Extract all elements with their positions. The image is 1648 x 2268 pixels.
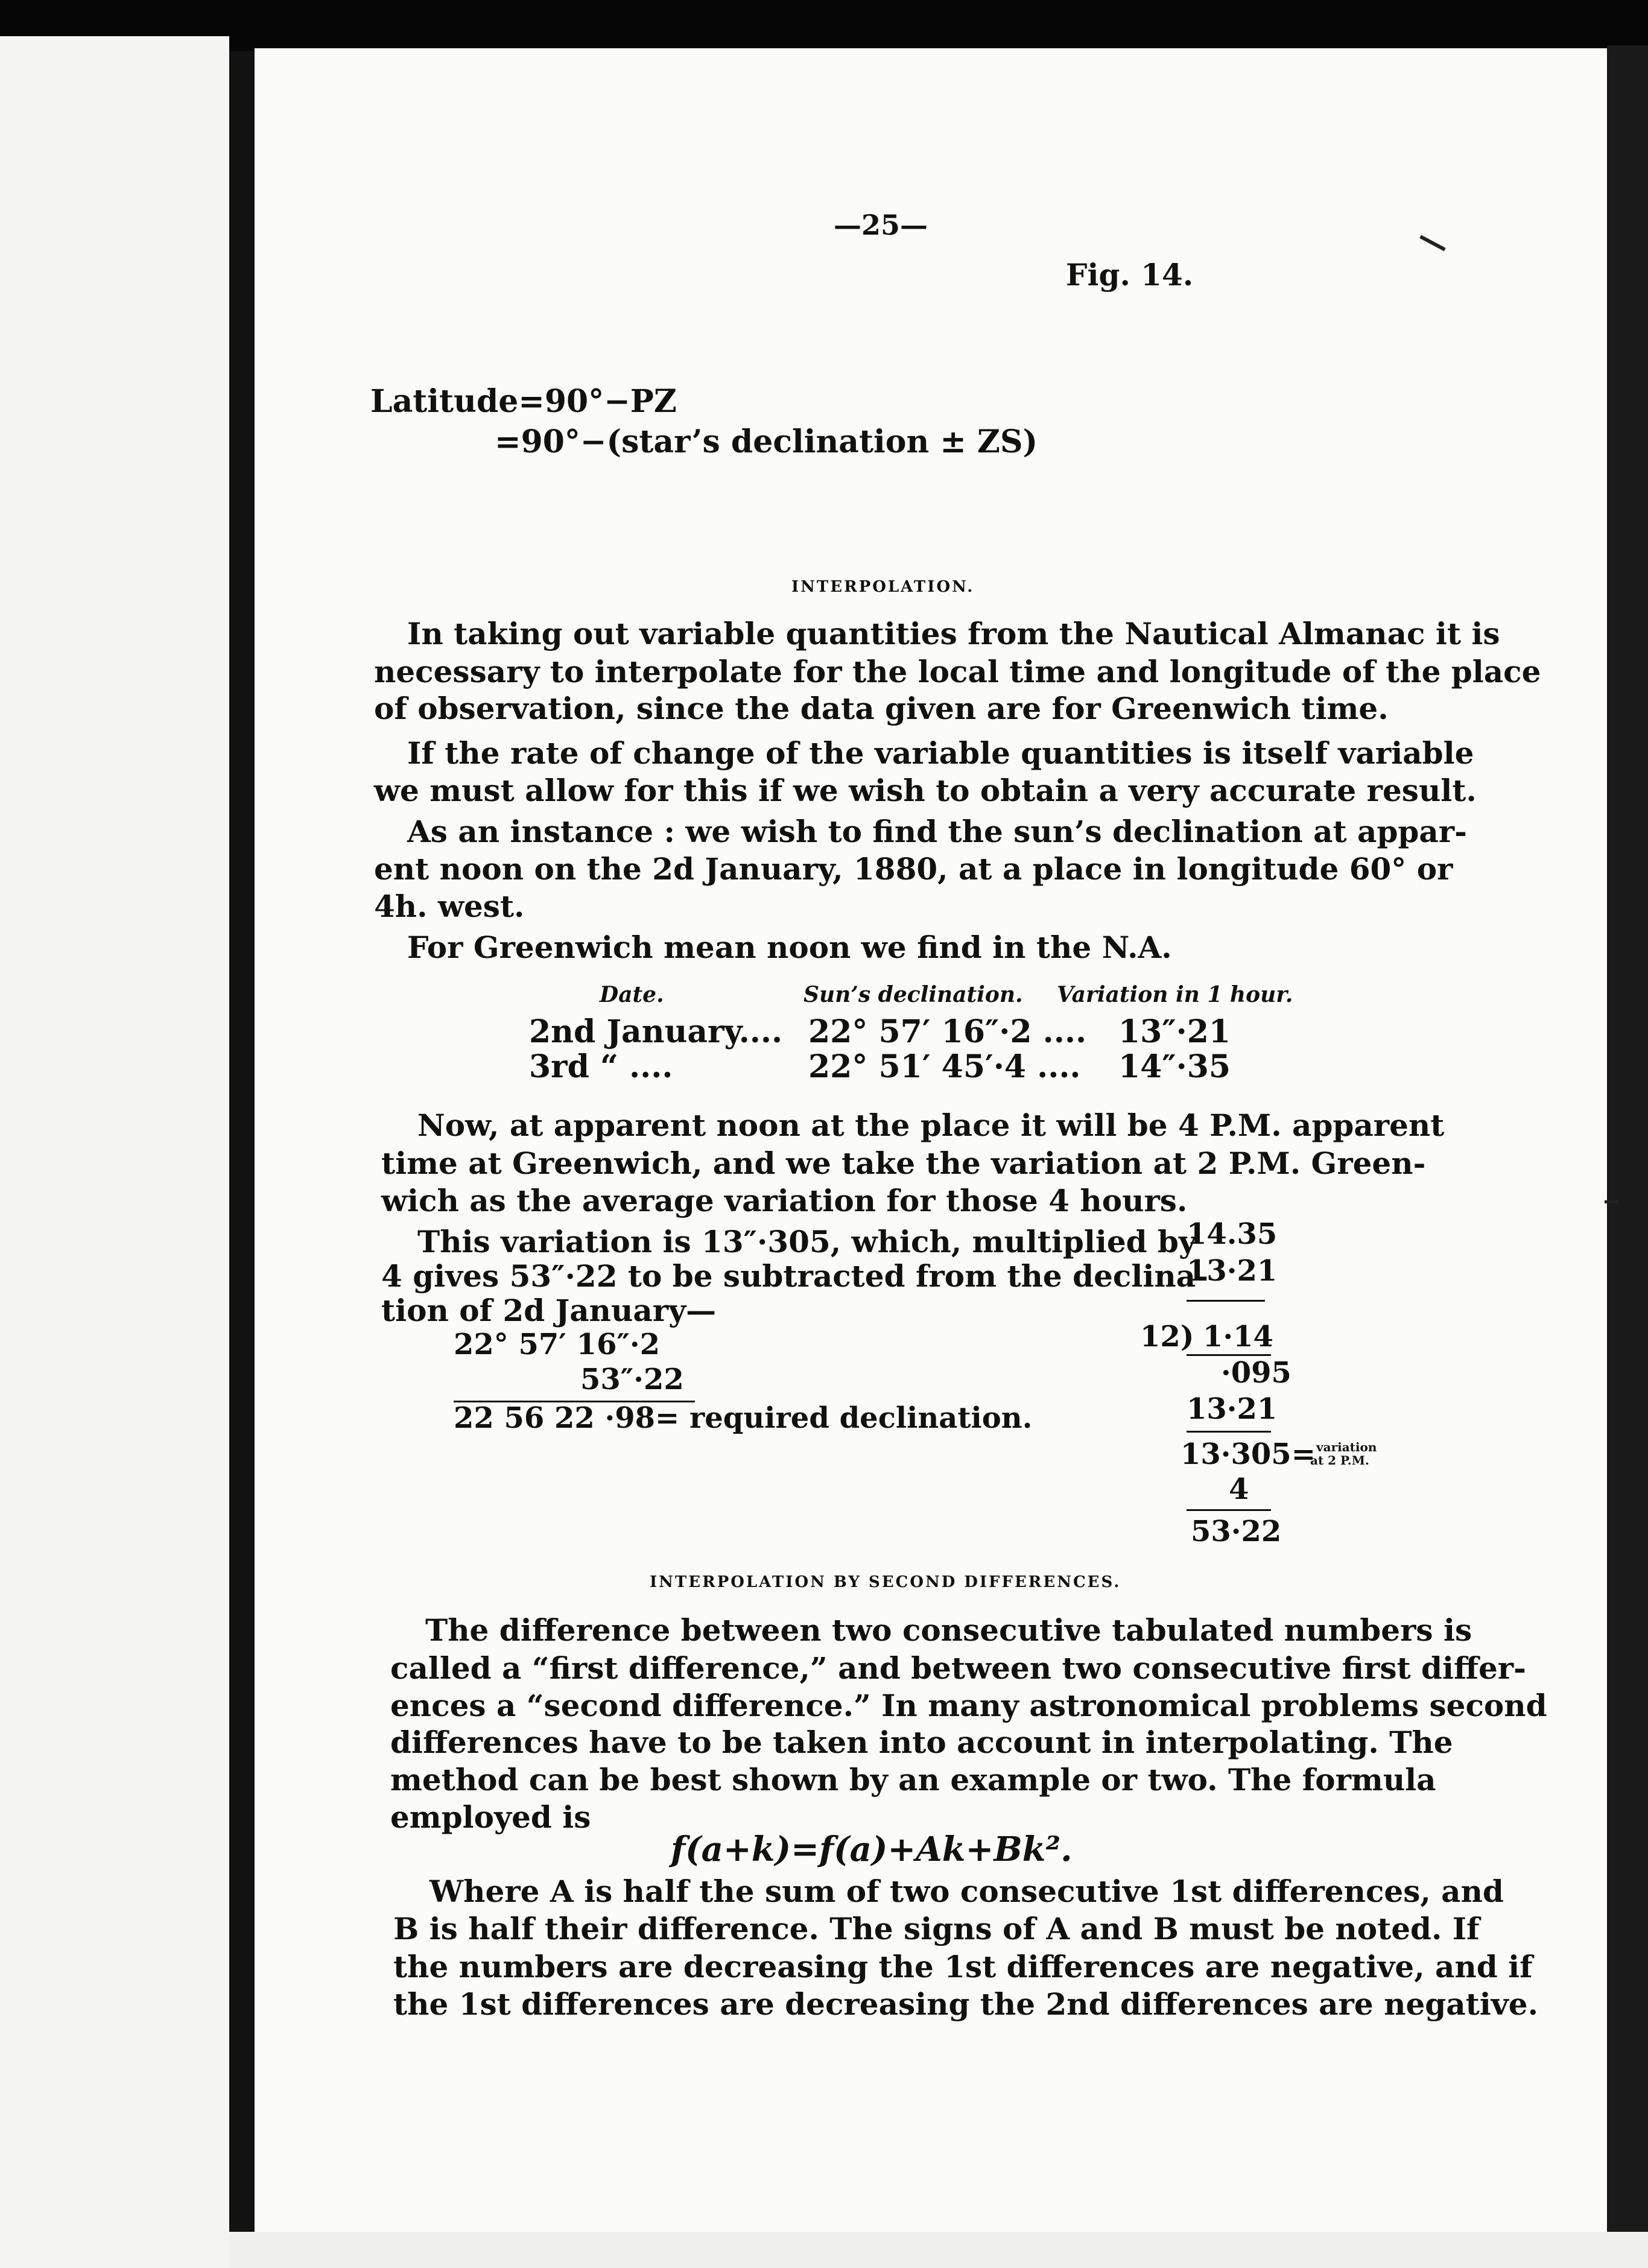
figure-label: Fig. 14. — [1066, 257, 1194, 293]
calc-right-rule-1 — [1187, 1300, 1265, 1302]
table-row-1-declination: 22° 57′ 16″·2 .... — [808, 1013, 1087, 1050]
paragraph-2-line-1: If the rate of change of the variable quantities is itself variable — [407, 735, 1474, 771]
book-gutter — [229, 51, 255, 2235]
scan-border-bottom — [229, 2232, 1648, 2268]
scan-artifact-mark — [1419, 235, 1445, 252]
paragraph-7-line-3: ences a “second difference.” In many astronomical problems second — [390, 1688, 1547, 1723]
paragraph-8-line-3: the numbers are decreasing the 1st differences are negative, and if — [393, 1949, 1533, 1984]
facing-page — [0, 36, 229, 2268]
table-row-2-date: 3rd “ .... — [529, 1048, 673, 1085]
section-heading-interpolation: INTERPOLATION. — [791, 578, 975, 596]
paragraph-7-line-5: method can be best shown by an example or two. The formula — [390, 1762, 1436, 1798]
paragraph-5-line-2: time at Greenwich, and we take the variation at 2 P.M. Green- — [381, 1145, 1426, 1181]
paragraph-1-line-3: of observation, since the data given are for Greenwich time. — [374, 691, 1389, 726]
paragraph-8-line-1: Where A is half the sum of two consecutive 1st differences, and — [429, 1874, 1504, 1909]
paragraph-6-line-3: tion of 2d January— — [381, 1293, 717, 1328]
calc-right-value-7: 4 — [1229, 1472, 1249, 1506]
calc-right-value-1: 14.35 — [1187, 1217, 1278, 1251]
calc-right-note-variation: variation — [1316, 1440, 1377, 1454]
calc-left-result: 22 56 22 ·98= required declination. — [454, 1401, 1033, 1435]
paragraph-3-line-3: 4h. west. — [374, 889, 525, 924]
calc-right-divisor: 12) — [1140, 1320, 1194, 1354]
calc-right-value-5: 13·21 — [1187, 1392, 1278, 1426]
calc-right-value-3: 1·14 — [1203, 1320, 1273, 1354]
table-header-date: Date. — [600, 982, 664, 1007]
paragraph-5-line-1: Now, at apparent noon at the place it will be 4 P.M. apparent — [417, 1107, 1445, 1143]
paragraph-3-line-2: ent noon on the 2d January, 1880, at a place in longitude 60° or — [374, 851, 1453, 887]
paragraph-7-line-4: differences have to be taken into account in interpolating. The — [390, 1725, 1453, 1760]
table-header-variation: Variation in 1 hour. — [1057, 982, 1293, 1007]
table-row-2-declination: 22° 51′ 45′·4 .... — [808, 1048, 1081, 1085]
calc-right-value-4: ·095 — [1221, 1356, 1291, 1390]
paragraph-1-line-2: necessary to interpolate for the local time and longitude of the place — [374, 654, 1541, 689]
table-row-1-variation: 13″·21 — [1118, 1013, 1231, 1050]
paragraph-6-line-2: 4 gives 53″·22 to be subtracted from the declina- — [381, 1258, 1208, 1294]
book-page — [255, 48, 1607, 2232]
paragraph-8-line-2: B is half their difference. The signs of A and B must be noted. If — [393, 1911, 1480, 1946]
calc-right-value-2: 13·21 — [1187, 1254, 1278, 1288]
section-heading-second-differences: INTERPOLATION BY SECOND DIFFERENCES. — [650, 1573, 1121, 1591]
calc-right-rule-3 — [1187, 1431, 1271, 1433]
paragraph-3-line-1: As an instance : we wish to find the sun’s declination at appar- — [407, 814, 1467, 849]
calc-left-row-1: 22° 57′ 16″·2 — [454, 1328, 661, 1361]
calc-right-value-8: 53·22 — [1191, 1515, 1282, 1548]
calc-right-note-time: at 2 P.M. — [1310, 1453, 1369, 1468]
paragraph-1-line-1: In taking out variable quantities from the Nautical Almanac it is — [407, 616, 1500, 651]
calc-right-rule-4 — [1187, 1509, 1271, 1511]
scan-artifact-dot — [1605, 1200, 1618, 1203]
page-number: —25— — [834, 209, 928, 241]
table-header-declination: Sun’s declination. — [803, 982, 1023, 1007]
paragraph-7-line-6: employed is — [390, 1799, 591, 1835]
calc-right-value-6: 13·305= — [1181, 1437, 1316, 1471]
latitude-formula-line2: =90°−(star’s declination ± ZS) — [495, 423, 1038, 460]
paragraph-7-line-2: called a “first difference,” and between two consecutive first differ- — [390, 1650, 1526, 1686]
table-row-2-variation: 14″·35 — [1118, 1048, 1231, 1085]
page-edge — [1607, 45, 1648, 2268]
paragraph-7-line-1: The difference between two consecutive tabulated numbers is — [425, 1612, 1472, 1648]
paragraph-2-line-2: we must allow for this if we wish to obtain a very accurate result. — [374, 773, 1477, 808]
calc-left-row-2: 53″·22 — [580, 1363, 684, 1396]
interpolation-formula: f(a+k)=f(a)+Ak+Bk². — [671, 1829, 1073, 1869]
paragraph-6-line-1: This variation is 13″·305, which, multiplied by — [417, 1224, 1197, 1259]
paragraph-5-line-3: wich as the average variation for those 4 hours. — [381, 1183, 1188, 1218]
paragraph-4: For Greenwich mean noon we find in the N.A. — [407, 930, 1172, 965]
paragraph-8-line-4: the 1st differences are decreasing the 2nd differences are negative. — [393, 1986, 1538, 2022]
table-row-1-date: 2nd January.... — [529, 1013, 783, 1050]
latitude-formula-line1: Latitude=90°−PZ — [370, 383, 677, 420]
